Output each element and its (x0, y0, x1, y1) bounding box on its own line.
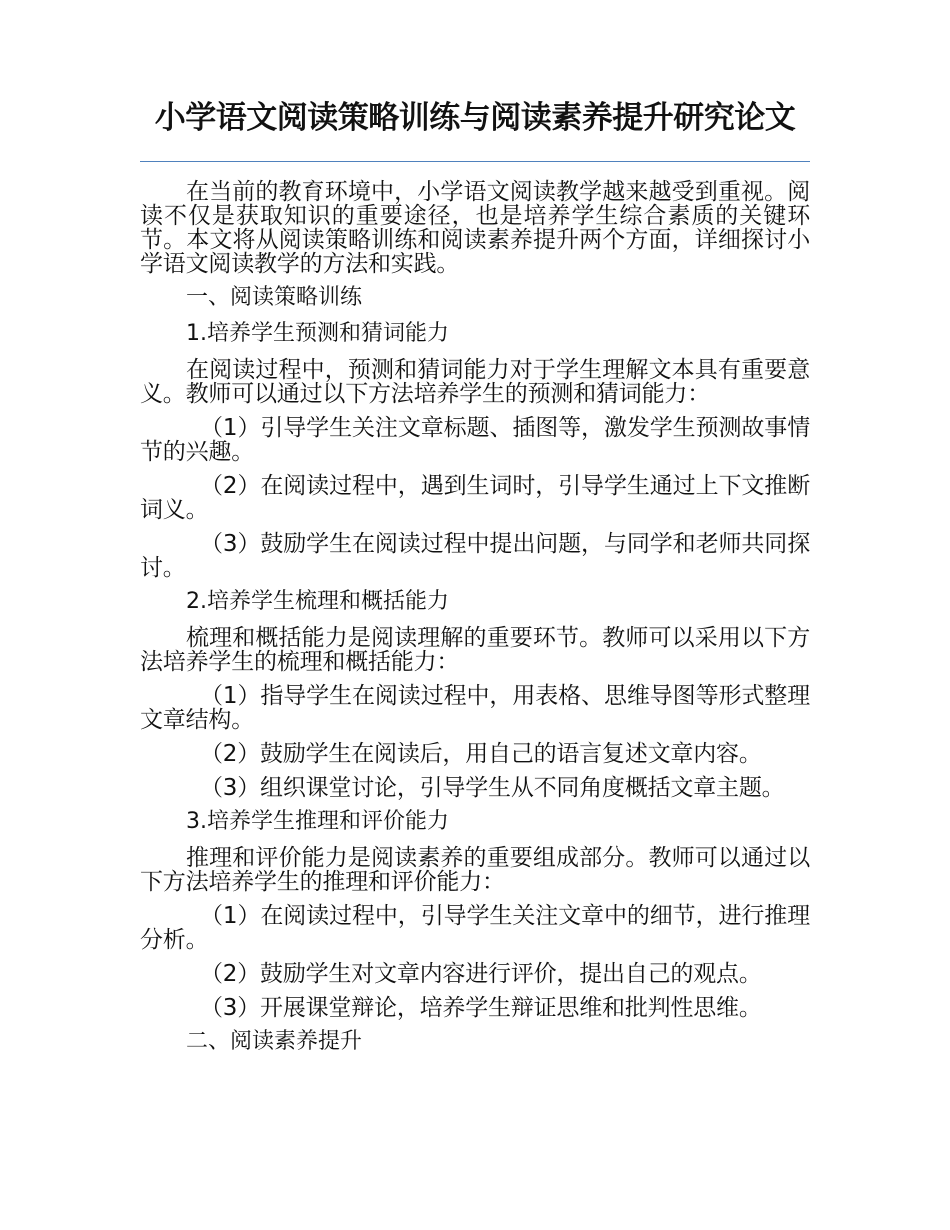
list-item: （1）引导学生关注文章标题、插图等，激发学生预测故事情节的兴趣。 (140, 415, 810, 465)
section-heading-2: 二、阅读素养提升 (186, 1029, 363, 1054)
subheading-1: 1.培养学生预测和猜词能力 (186, 321, 449, 346)
title-underline (140, 161, 810, 162)
document-title: 小学语文阅读策略训练与阅读素养提升研究论文 (154, 100, 796, 136)
list-item: （1）在阅读过程中，引导学生关注文章中的细节，进行推理分析。 (140, 903, 810, 953)
list-item: （2）鼓励学生对文章内容进行评价，提出自己的观点。 (200, 961, 762, 987)
list-item: （3）开展课堂辩论，培养学生辩证思维和批判性思维。 (200, 995, 762, 1021)
paragraph: 在阅读过程中，预测和猜词能力对于学生理解文本具有重要意义。教师可以通过以下方法培养学生的预测和猜词能力： (140, 357, 810, 407)
list-item: （3）组织课堂讨论，引导学生从不同角度概括文章主题。 (200, 775, 785, 801)
intro-paragraph: 在当前的教育环境中，小学语文阅读教学越来越受到重视。阅读不仅是获取知识的重要途径，也是培养学生综合素质的关键环节。本文将从阅读策略训练和阅读素养提升两个方面，详细探讨小学语文阅读教学的方法和实践。 (140, 179, 810, 277)
paragraph: 推理和评价能力是阅读素养的重要组成部分。教师可以通过以下方法培养学生的推理和评价能力： (140, 845, 810, 895)
section-heading-1: 一、阅读策略训练 (186, 285, 363, 310)
list-item: （3）鼓励学生在阅读过程中提出问题，与同学和老师共同探讨。 (140, 531, 810, 581)
list-item: （1）指导学生在阅读过程中，用表格、思维导图等形式整理文章结构。 (140, 683, 810, 733)
subheading-3: 3.培养学生推理和评价能力 (186, 809, 449, 834)
list-item: （2）鼓励学生在阅读后，用自己的语言复述文章内容。 (200, 741, 762, 767)
subheading-2: 2.培养学生梳理和概括能力 (186, 589, 449, 614)
list-item: （2）在阅读过程中，遇到生词时，引导学生通过上下文推断词义。 (140, 473, 810, 523)
document-body (140, 180, 810, 1066)
paragraph: 梳理和概括能力是阅读理解的重要环节。教师可以采用以下方法培养学生的梳理和概括能力： (140, 625, 810, 675)
